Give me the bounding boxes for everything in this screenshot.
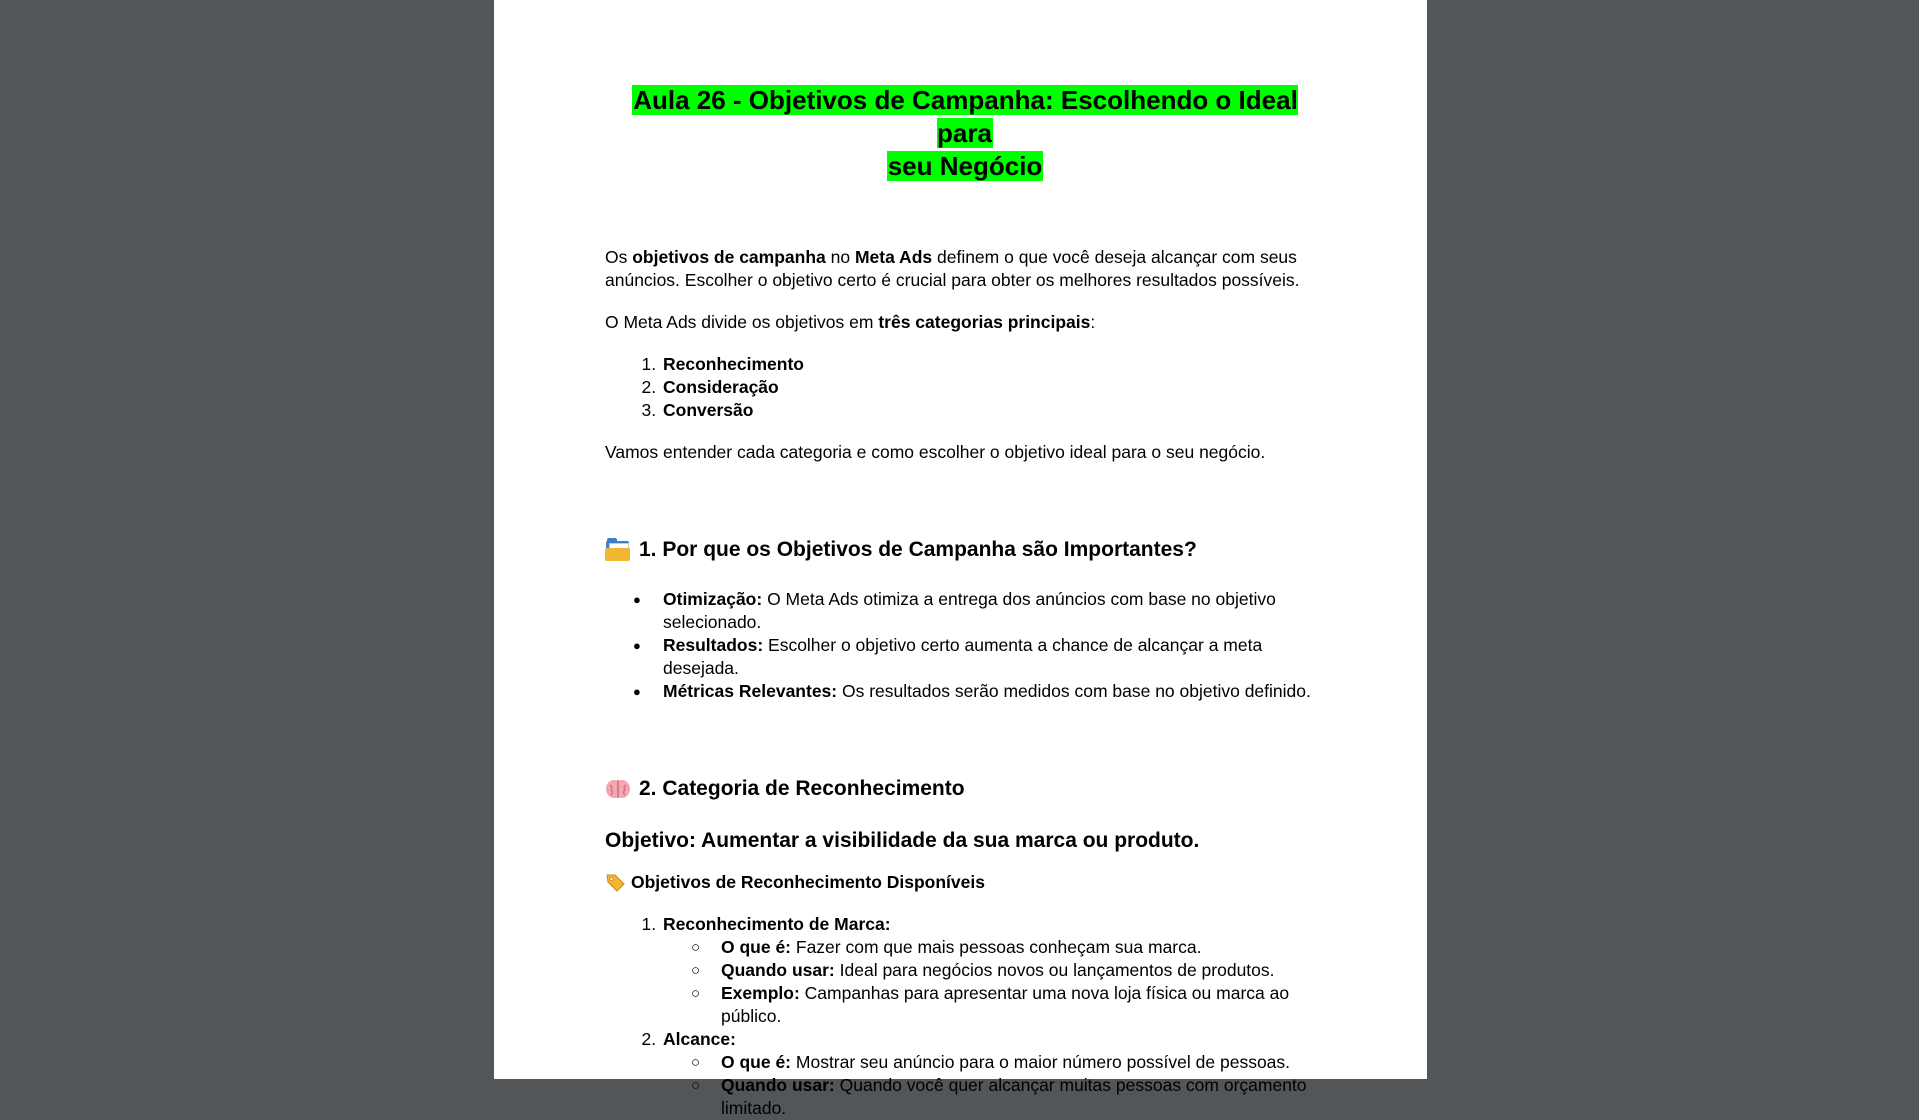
list-item: ● Resultados: Escolher o objetivo certo aumenta a chance de alcançar a meta desejada. [661,634,1325,680]
title-line-1: Aula 26 - Objetivos de Campanha: Escolhendo o Ideal para [633,85,1298,148]
intro-paragraph-2: O Meta Ads divide os objetivos em três categorias principais: [605,312,1096,332]
list-item: 1. Reconhecimento de Marca: ○ O que é: Fazer com que mais pessoas conheçam sua marca. ○ Quando usar: Ideal para negócios novos ou lançamentos de produtos. ○ Exemplo: Campanhas para apresentar uma nova loja física ou marca ao público. [661,913,1325,1028]
list-item: ○ O que é: Fazer com que mais pessoas conheçam sua marca. [719,936,1325,959]
page-title [605,84,1325,183]
list-item: ○ Quando usar: Ideal para negócios novos ou lançamentos de produtos. [719,959,1325,982]
list-item: 2. Consideração [661,376,1325,399]
list-item: 3. Conversão [661,399,1325,422]
brain-icon [605,776,631,802]
document-content [605,84,1325,1120]
section-2-subheading: Objetivo: Aumentar a visibilidade da sua marca ou produto. [605,829,1200,852]
document-page [494,0,1427,1118]
list-item: ○ O que é: Mostrar seu anúncio para o maior número possível de pessoas. [719,1051,1325,1074]
intro-paragraph-1: Os objetivos de campanha no Meta Ads definem o que você deseja alcançar com seus anúncios. Escolher o objetivo certo é crucial para obter os melhores resultados possíveis. [605,247,1300,290]
label-tag-icon [605,872,626,893]
objective-details [663,1051,1325,1120]
card-index-dividers-icon [605,537,631,563]
list-item: ○ Exemplo: Campanhas para apresentar uma nova loja física ou marca ao público. [719,982,1325,1028]
title-line-2: seu Negócio [887,151,1043,181]
list-item: 1. Reconhecimento [661,353,1325,376]
importance-list [605,588,1325,703]
objectives-list [605,913,1325,1120]
list-item: ● Otimização: O Meta Ads otimiza a entrega dos anúncios com base no objetivo selecionado. [661,588,1325,634]
intro-paragraph-3: Vamos entender cada categoria e como escolher o objetivo ideal para o seu negócio. [605,442,1266,462]
section-1-heading: 1. Por que os Objetivos de Campanha são Importantes? [605,536,1325,564]
objective-details [663,936,1325,1028]
list-item: ● Métricas Relevantes: Os resultados serão medidos com base no objetivo definido. [661,680,1325,703]
section-2-heading: 2. Categoria de Reconhecimento [605,775,1325,803]
objectives-list-heading: Objetivos de Reconhecimento Disponíveis [605,871,1325,894]
categories-list [605,353,1325,422]
list-item: 2. Alcance: ○ O que é: Mostrar seu anúncio para o maior número possível de pessoas. ○ Quando usar: Quando você quer alcançar muitas pessoas com orçamento limitado. [661,1028,1325,1120]
list-item: ○ Quando usar: Quando você quer alcançar muitas pessoas com orçamento limitado. [719,1074,1325,1120]
